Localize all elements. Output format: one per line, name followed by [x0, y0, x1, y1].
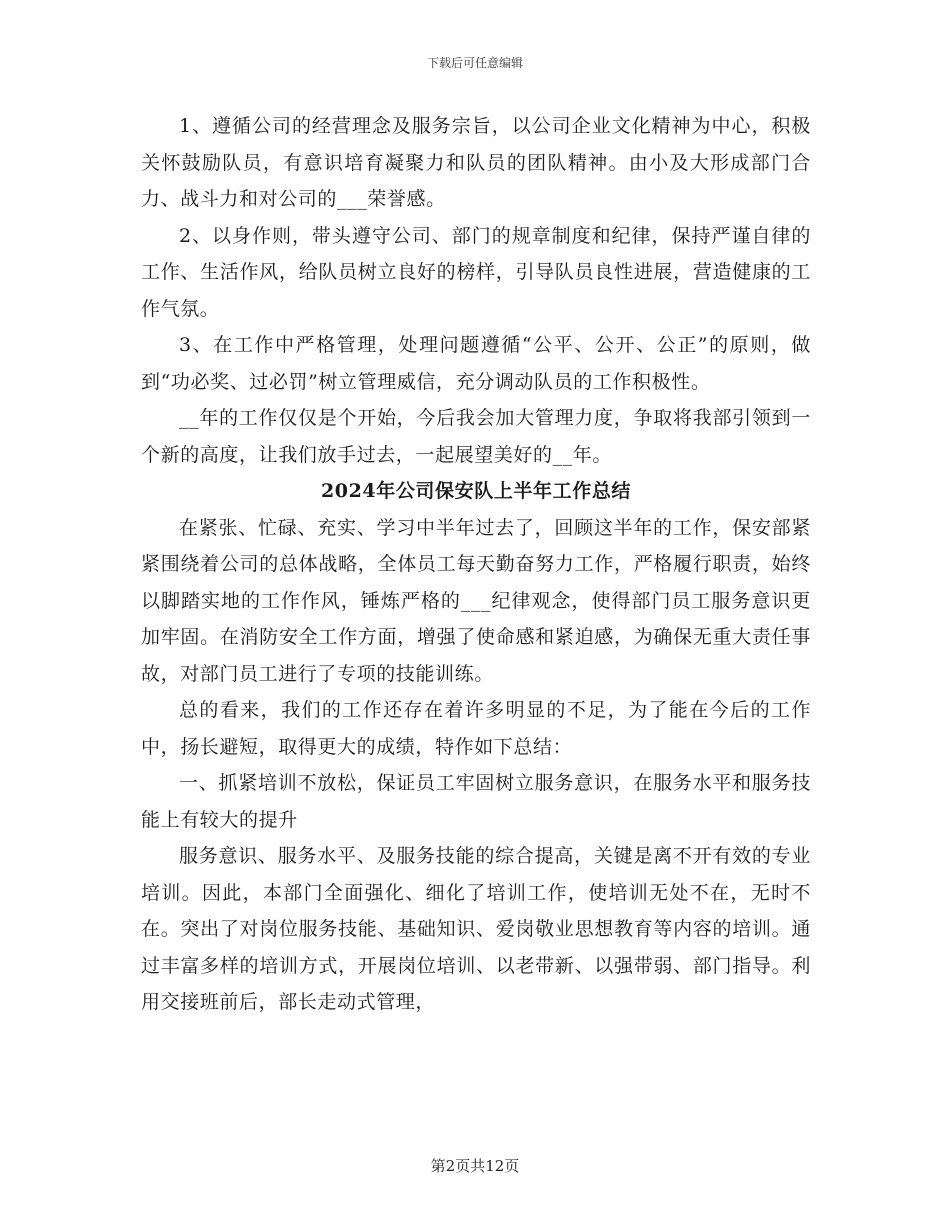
paragraph-6: 总的看来，我们的工作还存在着许多明显的不足，为了能在今后的工作中，扬长避短，取得更大的成绩，特作如下总结： — [141, 699, 811, 758]
header-note: 下载后可任意编辑 — [426, 56, 523, 70]
paragraph-4: __年的工作仅仅是个开始，今后我会加大管理力度，争取将我部引领到一个新的高度，让我们放手过去，一起展望美好的__年。 — [141, 407, 811, 466]
paragraph-7: 服务意识、服务水平、及服务技能的综合提高，关键是离不开有效的专业培训。因此，本部门全面强化、细化了培训工作，使培训无处不在，无时不在。突出了对岗位服务技能、基础知识、爱岗敬业思想教育等内容的培训。通过丰富多样的培训方式，开展岗位培训、以老带新、以强带弱、部门指导。利用交接班前后，部长走动式管理， — [141, 845, 811, 1013]
page-number: 第2页共12页 — [430, 1157, 520, 1175]
paragraph-5: 在紧张、忙碌、充实、学习中半年过去了，回顾这半年的工作，保安部紧紧围绕着公司的总体战略，全体员工每天勤奋努力工作，严格履行职责，始终以脚踏实地的工作作风，锤炼严格的___纪律观念，使得部门员工服务意识更加牢固。在消防安全工作方面，增强了使命感和紧迫感，为确保无重大责任事故，对部门员工进行了专项的技能训练。 — [141, 516, 811, 685]
document-body — [141, 108, 811, 1021]
paragraph-2: 2、以身作则，带头遵守公司、部门的规章制度和纪律，保持严谨自律的工作、生活作风，给队员树立良好的榜样，引导队员良性进展，营造健康的工作气氛。 — [141, 224, 811, 320]
section-title: 2024年公司保安队上半年工作总结 — [320, 480, 632, 502]
paragraph-3: 3、在工作中严格管理，处理问题遵循“公平、公开、公正”的原则，做到“功必奖、过必罚”树立管理威信，充分调动队员的工作积极性。 — [141, 334, 811, 393]
paragraph-1: 1、遵循公司的经营理念及服务宗旨，以公司企业文化精神为中心，积极关怀鼓励队员，有意识培育凝聚力和队员的团队精神。由小及大形成部门合力、战斗力和对公司的___荣誉感。 — [141, 115, 811, 210]
section-heading-1: 一、抓紧培训不放松，保证员工牢固树立服务意识，在服务水平和服务技能上有较大的提升 — [141, 772, 811, 831]
